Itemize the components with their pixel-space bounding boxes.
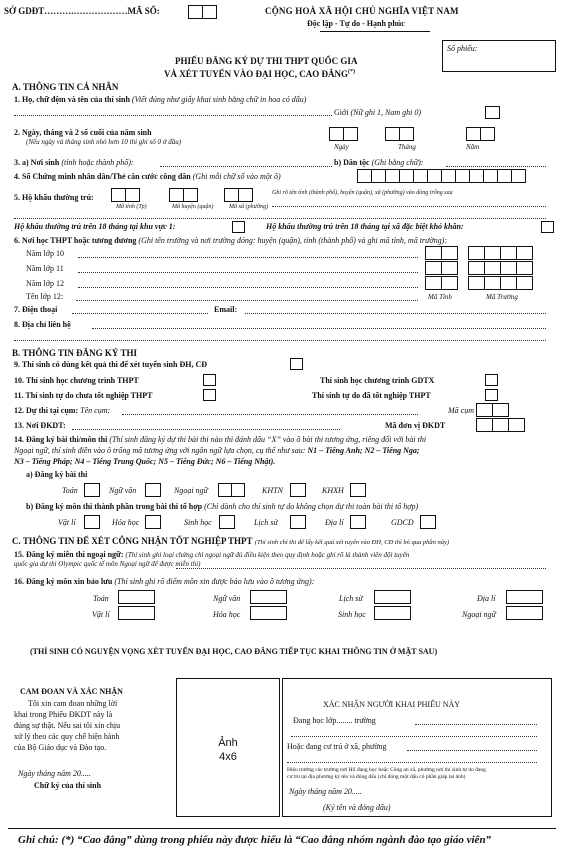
email-label: Email:	[214, 305, 238, 314]
dk-bai-thi-label: a) Đăng ký bài thi	[26, 470, 88, 479]
noi-sinh-line[interactable]	[160, 166, 332, 167]
q3a-label: 3. a) Nơi sinh (tỉnh hoặc thành phố):	[14, 158, 134, 167]
thang-boxes[interactable]	[386, 127, 414, 141]
kv1-box[interactable]	[232, 221, 245, 233]
cmnd-boxes[interactable]	[358, 169, 526, 183]
verify-note2: cư trú tại địa phương ký tên và đóng dấu (chỉ đóng một dấu có phần giáp lai ảnh)	[287, 774, 466, 780]
q1-gioi-label: Giới (Nữ ghi 1, Nam ghi 0)	[334, 108, 422, 117]
bao-luu-ngoai-ngu-box[interactable]	[506, 606, 543, 620]
cum-line[interactable]	[122, 414, 418, 415]
ma-cum-label: Mã cụm	[448, 406, 474, 415]
ma-dkdt-label: Mã đơn vị ĐKDT	[385, 421, 446, 430]
footer-note: Ghi chú: (*) “Cao đẳng” dùng trong phiếu này được hiểu là “Cao đẳng nhóm ngành đào tạo giáo viên”	[18, 834, 492, 846]
verify-line1: Đang học lớp........ trường	[293, 716, 376, 725]
q16-label: 16. Đăng ký môn xin bảo lưu (Thí sinh ghi rõ điểm môn xin được bảo lưu vào ô tương ứng):	[14, 577, 315, 586]
gdcd-box[interactable]	[420, 515, 436, 529]
photo-box[interactable]	[176, 678, 280, 817]
ho-khau-line[interactable]	[272, 206, 546, 207]
bai-thi-toan: Toán	[62, 486, 78, 495]
thang-label: Tháng	[398, 143, 416, 151]
bai-thi-khxh: KHXH	[322, 486, 344, 495]
nam-label: Năm	[466, 143, 480, 151]
q5-label: 5. Hộ khẩu thường trú:	[14, 193, 94, 202]
q14-label: 14. Đăng ký bài thi/môn thi (Thí sinh đăng ký dự thi bài thi nào thì đánh dấu “X” vào ô bài thi tương ứng, riêng đối với bài thi	[14, 435, 427, 444]
toan-box[interactable]	[84, 483, 100, 497]
address-line-2[interactable]	[14, 340, 546, 341]
ma-huyen-caption: Mã huyện (quận)	[172, 204, 214, 210]
verify-sign-label: (Ký tên và đóng dấu)	[323, 803, 391, 812]
ngay-boxes[interactable]	[330, 127, 358, 141]
mon-lich-su: Lịch sử	[254, 518, 278, 527]
q15-note2: quốc gia dự thi Olympic quốc tế môn Ngoại ngữ để được miễn thi)	[14, 560, 201, 568]
q13-label: 13. Nơi ĐKDT:	[14, 421, 66, 430]
bai-thi-ngu-van: Ngữ văn	[109, 486, 137, 495]
bao-luu-ngu-van-box[interactable]	[250, 590, 287, 604]
lop10-line[interactable]	[78, 257, 418, 258]
q3b-label: b) Dân tộc (Ghi bằng chữ):	[334, 158, 424, 167]
section-c-heading: C. THÔNG TIN ĐỂ XÉT CÔNG NHẬN TỐT NGHIỆP THPT (Thí sinh chỉ thi để lấy kết quả xét tuyển vào ĐH, CĐ thì bỏ qua phần này)	[12, 536, 450, 546]
commit-line: Tôi xin cam đoan những lời	[28, 699, 118, 708]
q9-box[interactable]	[290, 358, 303, 370]
so-phieu-box[interactable]	[442, 40, 556, 72]
dbkk-box[interactable]	[541, 221, 554, 233]
so-gddt-label: SỞ GDĐT……….………………MÃ SỐ:	[4, 6, 160, 16]
lich-su-box[interactable]	[290, 515, 306, 529]
q11b-box[interactable]	[485, 389, 498, 401]
bao-luu-ngoai-ngu: Ngoại ngữ	[462, 610, 496, 619]
bai-thi-khtn: KHTN	[262, 486, 283, 495]
sinh-hoc-box[interactable]	[219, 515, 235, 529]
dan-toc-line[interactable]	[446, 166, 546, 167]
lop11-line[interactable]	[78, 272, 418, 273]
email-line[interactable]	[245, 313, 546, 314]
q15-label: 15. Đăng ký miễn thi ngoại ngữ: (Thí sinh ghi loại chứng chỉ ngoại ngữ đủ điều kiện theo quy định hoặc ghi rõ là thành viên đội tuyển	[14, 550, 410, 559]
republic-title: CỘNG HOÀ XÃ HỘI CHỦ NGHĨA VIỆT NAM	[265, 6, 459, 16]
verify-line1-fill[interactable]	[415, 724, 537, 725]
dkdt-line[interactable]	[72, 429, 340, 430]
q10-label: 10. Thí sinh học chương trình THPT	[14, 376, 139, 385]
q7-label: 7. Điện thoại	[14, 305, 58, 314]
ma-tinh-caption: Mã tỉnh (Tp)	[116, 204, 147, 210]
ngu-van-box[interactable]	[145, 483, 161, 497]
bao-luu-vat-li: Vật lí	[92, 610, 110, 619]
bao-luu-toan-box[interactable]	[118, 590, 155, 604]
bao-luu-sinh-hoc: Sinh học	[338, 610, 366, 619]
ma-tinh-boxes[interactable]	[112, 188, 140, 202]
nam-boxes[interactable]	[467, 127, 495, 141]
verify-heading: XÁC NHẬN NGƯỜI KHAI PHIẾU NÀY	[323, 700, 461, 709]
commit-date: Ngày tháng năm 20.....	[18, 769, 91, 778]
dia-li-box[interactable]	[350, 515, 366, 529]
q10b-label: Thí sinh học chương trình GDTX	[320, 376, 435, 385]
ten-lop-line[interactable]	[76, 300, 418, 301]
mon-sinh-hoc: Sinh học	[184, 518, 212, 527]
kv1-label: Hộ khẩu thường trú trên 18 tháng tại khu vực 1:	[14, 222, 176, 231]
bao-luu-sinh-hoc-box[interactable]	[374, 606, 411, 620]
form-title-2: VÀ XÉT TUYỂN VÀO ĐẠI HỌC, CAO ĐẲNG(*)	[164, 69, 356, 79]
q10-box[interactable]	[203, 374, 216, 386]
ma-dkdt-boxes[interactable]	[477, 418, 525, 432]
verify-box	[282, 678, 552, 817]
motto-underline	[320, 31, 430, 32]
q14-note2: Ngoại ngữ, thí sinh điền vào ô trống mã tương ứng với ngôn ngữ lựa chọn, cụ thể như sau: N1 – Tiếng Anh; N2 – Tiếng Nga;	[14, 446, 420, 455]
verify-line2-fill[interactable]	[407, 750, 537, 751]
q12-label: 12. Dự thi tại cụm: Tên cụm:	[14, 406, 111, 415]
mien-thi-line[interactable]	[176, 568, 546, 569]
bao-luu-dia-li-box[interactable]	[506, 590, 543, 604]
bao-luu-toan: Toán	[93, 594, 109, 603]
dbkk-label: Hộ khẩu thường trú trên 18 tháng tại xã đặc biệt khó khăn:	[266, 222, 464, 231]
q11-label: 11. Thí sinh tự do chưa tốt nghiệp THPT	[14, 391, 153, 400]
ma-cum-boxes[interactable]	[477, 403, 509, 417]
bai-thi-ngoai-ngu: Ngoại ngữ	[174, 486, 208, 495]
q1-name-line[interactable]	[14, 115, 332, 116]
nam-lop-10: Năm lớp 10	[26, 249, 65, 258]
bao-luu-vat-li-box[interactable]	[118, 606, 155, 620]
so-phieu-label: Số phiếu:	[447, 44, 478, 53]
verify-line1b-fill[interactable]	[291, 736, 537, 737]
q14-codes2: N3 – Tiếng Pháp; N4 – Tiếng Trung Quốc; N5 – Tiếng Đức; N6 – Tiếng Nhật).	[14, 457, 276, 466]
ma-tinh-label: Mã Tỉnh	[428, 293, 452, 301]
verify-note1: Hiệu trưởng các trường nơi HS đang học hoặc Công an xã, phường nơi thí sinh tự do đang	[287, 767, 486, 773]
mon-hoa-hoc: Hóa học	[112, 518, 140, 527]
ma-xa-boxes[interactable]	[225, 188, 253, 202]
verify-line2b-fill[interactable]	[287, 762, 537, 763]
mon-gdcd: GDCD	[391, 518, 414, 527]
q8-label: 8. Địa chỉ liên hệ	[14, 320, 71, 329]
verify-date: Ngày tháng năm 20.....	[289, 787, 362, 796]
bao-luu-lich-su: Lịch sử	[339, 594, 363, 603]
q6-label: 6. Nơi học THPT hoặc tương đương (Ghi tên trường và nơi trường đóng: huyện (quận), tỉnh (thành phố) và ghi mã tỉnh, mã trường):	[14, 236, 447, 245]
ten-lop-12: Tên lớp 12:	[26, 292, 64, 301]
mon-vat-li: Vật lí	[58, 518, 76, 527]
commit-line: xử lý theo các quy chế hiện hành	[14, 732, 120, 741]
photo-size: 4x6	[219, 751, 237, 763]
continue-note: (THÍ SINH CÓ NGUYỆN VỌNG XÉT TUYỂN ĐẠI HỌC, CAO ĐẲNG TIẾP TỤC KHAI THÔNG TIN Ở MẶT SAU)	[30, 647, 438, 656]
form-title-1: PHIẾU ĐĂNG KÝ DỰ THI THPT QUỐC GIA	[175, 56, 358, 66]
khtn-box[interactable]	[290, 483, 306, 497]
q5-note: Ghi rõ tên tỉnh (thành phố), huyện (quận), xã (phường) vào dòng trống sau	[272, 190, 453, 196]
q9-label: 9. Thí sinh có dùng kết quả thi để xét tuyển sinh ĐH, CĐ	[14, 360, 208, 369]
q1-label: 1. Họ, chữ đệm và tên của thí sinh (Viết đúng như giấy khai sinh bằng chữ in hoa có dấu)	[14, 95, 307, 104]
q11-box[interactable]	[203, 389, 216, 401]
photo-label: Ảnh	[218, 737, 238, 749]
nam-lop-12: Năm lớp 12	[26, 279, 65, 288]
bao-luu-ngu-van: Ngữ văn	[213, 594, 241, 603]
ngay-label: Ngày	[334, 143, 349, 151]
q4-label: 4. Số Chứng minh nhân dân/Thẻ căn cước công dân (Ghi mỗi chữ số vào một ô)	[14, 172, 281, 181]
q10b-box[interactable]	[485, 374, 498, 386]
phone-line[interactable]	[72, 313, 208, 314]
hoa-hoc-box[interactable]	[145, 515, 161, 529]
commit-line: đúng sự thật. Nếu sai tôi xin chịu	[14, 721, 121, 730]
section-a-heading: A. THÔNG TIN CÁ NHÂN	[12, 82, 119, 92]
vat-li-box[interactable]	[84, 515, 100, 529]
section-b-heading: B. THÔNG TIN ĐĂNG KÝ THI	[12, 348, 138, 358]
mon-dia-li: Địa lí	[325, 518, 344, 527]
ngoai-ngu-boxes[interactable]	[219, 483, 245, 497]
commit-line: khai trong Phiếu ĐKDT này là	[14, 710, 113, 719]
ma-truong-label: Mã Trường	[486, 293, 518, 301]
footer-divider	[8, 828, 556, 829]
ma-so-boxes[interactable]	[189, 5, 217, 19]
commit-heading: CAM ĐOAN VÀ XÁC NHẬN	[20, 687, 123, 696]
ma-xa-caption: Mã xã (phường)	[229, 204, 269, 210]
bao-luu-hoa-hoc: Hóa học	[213, 610, 241, 619]
ma-huyen-boxes[interactable]	[170, 188, 198, 202]
q2-note: (Nếu ngày và tháng sinh nhỏ hơn 10 thì ghi số 0 ở đầu)	[26, 138, 182, 146]
q2-label: 2. Ngày, tháng và 2 số cuối của năm sinh	[14, 128, 152, 137]
q11b-label: Thí sinh tự do đã tốt nghiệp THPT	[312, 391, 431, 400]
commit-line: của Bộ Giáo dục và Đào tạo.	[14, 743, 107, 752]
bao-luu-hoa-hoc-box[interactable]	[250, 606, 287, 620]
khxh-box[interactable]	[350, 483, 366, 497]
verify-line2: Hoặc đang cư trú ở xã, phường	[287, 742, 387, 751]
commit-sign-label: Chữ ký của thí sinh	[34, 781, 102, 790]
nam-lop-11: Năm lớp 11	[26, 264, 64, 273]
dk-mon-thanh-phan-label: b) Đăng ký môn thi thành phần trong bài thi tổ hợp (Chỉ dành cho thí sinh tự do không chọn dự thi toàn bài thi tổ hợp)	[26, 502, 419, 511]
gioi-box[interactable]	[485, 106, 500, 119]
address-line[interactable]	[92, 328, 546, 329]
ho-khau-line-2[interactable]	[14, 218, 546, 219]
motto: Độc lập - Tự do - Hạnh phúc	[307, 19, 405, 28]
bao-luu-dia-li: Địa lí	[477, 594, 496, 603]
bao-luu-lich-su-box[interactable]	[374, 590, 411, 604]
lop12-line[interactable]	[78, 287, 418, 288]
